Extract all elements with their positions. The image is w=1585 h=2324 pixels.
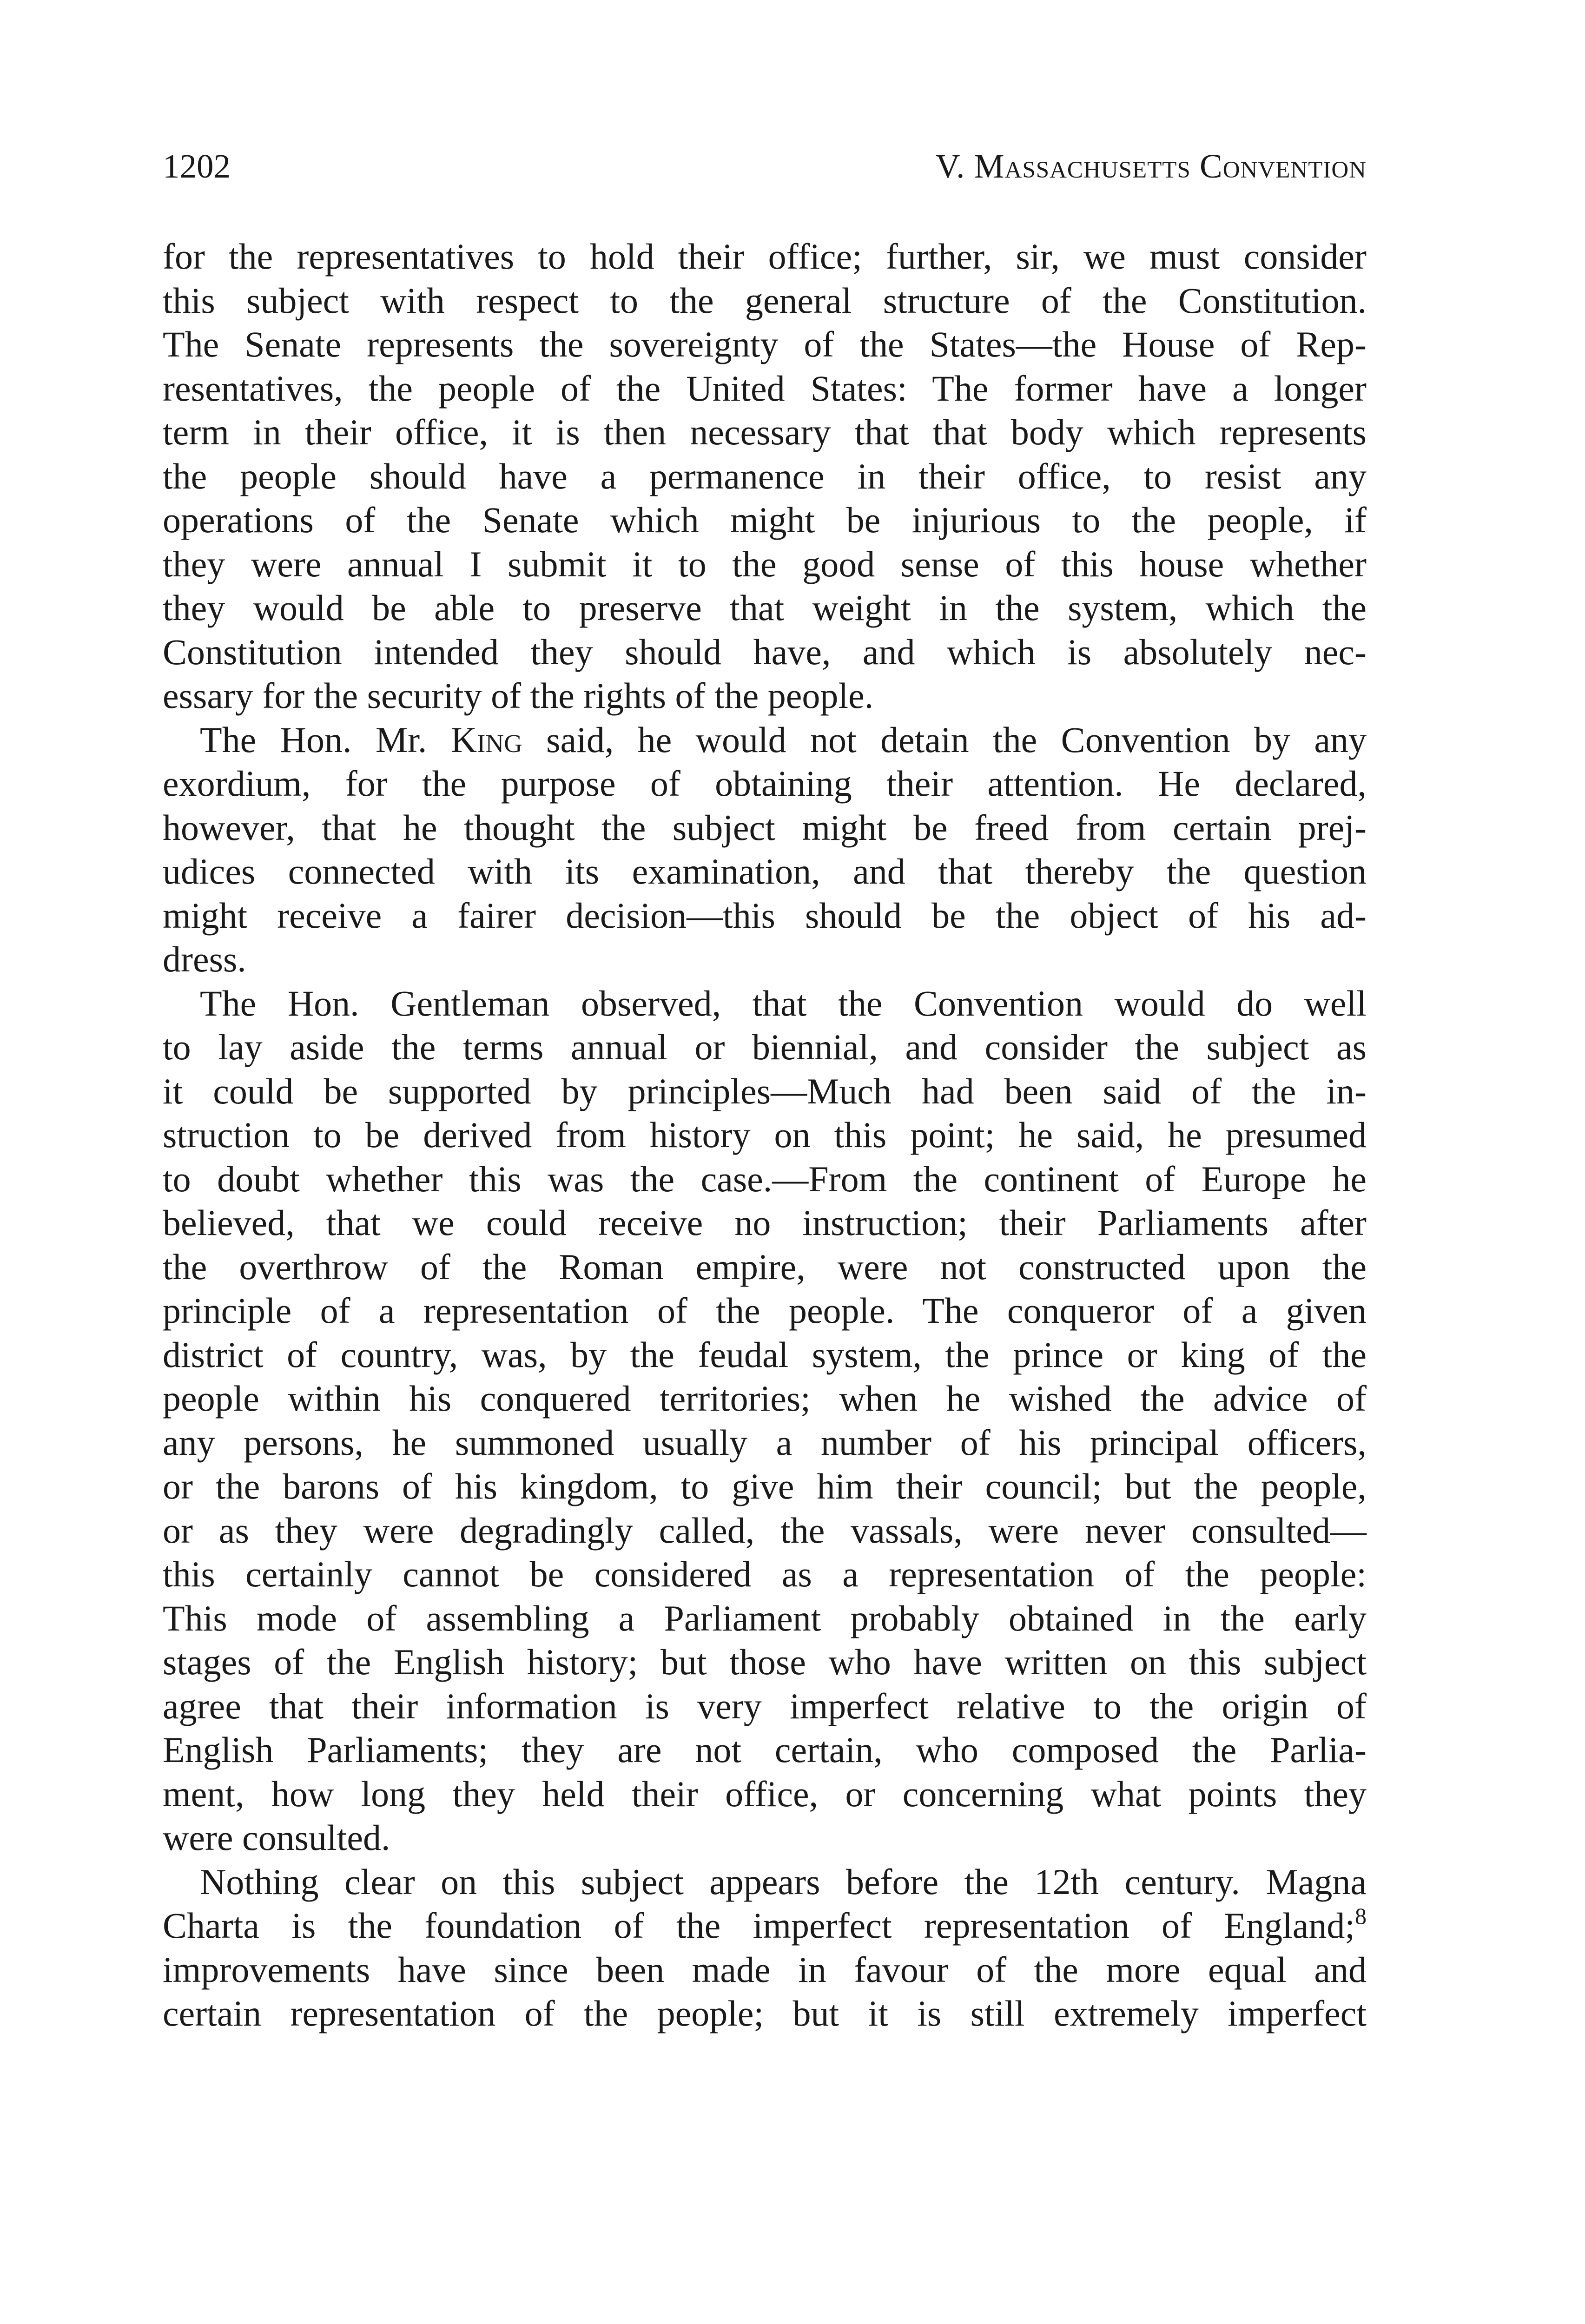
paragraph [163, 1860, 1367, 2036]
text-line: however, that he thought the subject might be freed from certain prej- [163, 807, 1367, 848]
text-line: or as they were degradingly called, the vassals, were never consulted— [163, 1510, 1367, 1551]
text-line: to doubt whether this was the case.—From the continent of Europe he [163, 1158, 1367, 1199]
speaker-line-rest: said, he would not detain the Convention by any [522, 719, 1367, 760]
text-line: district of country, was, by the feudal system, the prince or king of the [163, 1334, 1367, 1375]
speaker-prefix: The Hon. Mr. [200, 719, 451, 760]
text-line: resentatives, the people of the United States: The former have a longer [163, 368, 1367, 409]
text-line: stages of the English history; but those who have written on this subject [163, 1642, 1367, 1682]
paragraph [163, 982, 1367, 1860]
text-line: The Hon. Gentleman observed, that the Convention would do well [200, 983, 1367, 1023]
text-segment: Charta is the foundation of the imperfect representation of England; [163, 1905, 1355, 1946]
text-line: exordium, for the purpose of obtaining their attention. He declared, [163, 763, 1367, 804]
text-line: might receive a fairer decision—this should be the object of his ad- [163, 895, 1367, 936]
text-line: the people should have a permanence in their office, to resist any [163, 456, 1367, 496]
text-line: for the representatives to hold their office; further, sir, we must consider [163, 236, 1367, 277]
text-line: principle of a representation of the people. The conqueror of a given [163, 1290, 1367, 1331]
footnote-marker: 8 [1355, 1903, 1367, 1929]
paragraph [163, 718, 1367, 982]
text-line: any persons, he summoned usually a number of his principal officers, [163, 1422, 1367, 1463]
text-line: essary for the security of the rights of the people. [163, 675, 874, 716]
text-line: this subject with respect to the general structure of the Constitution. [163, 280, 1367, 321]
text-line [163, 1904, 1367, 1948]
text-line: operations of the Senate which might be injurious to the people, if [163, 500, 1367, 540]
text-line: ment, how long they held their office, or concerning what points they [163, 1773, 1367, 1814]
text-line: agree that their information is very imperfect relative to the origin of [163, 1685, 1367, 1726]
body-text [163, 235, 1367, 2036]
text-line: struction to be derived from history on this point; he said, he presumed [163, 1115, 1367, 1155]
text-line: improvements have since been made in favour of the more equal and [163, 1949, 1367, 1990]
text-line: certain representation of the people; but it is still extremely imperfect [163, 1993, 1367, 2034]
running-head [163, 148, 1367, 185]
text-line [163, 718, 1367, 762]
text-line: this certainly cannot be considered as a representation of the people: [163, 1554, 1367, 1594]
text-line: This mode of assembling a Parliament probably obtained in the early [163, 1598, 1367, 1638]
speaker-name: King [450, 719, 522, 760]
text-line: believed, that we could receive no instruction; their Parliaments after [163, 1202, 1367, 1243]
section-title: V. Massachusetts Convention [935, 147, 1367, 185]
text-line: The Senate represents the sovereignty of the States—the House of Rep- [163, 324, 1367, 364]
text-line: were consulted. [163, 1817, 390, 1858]
text-line: term in their office, it is then necessary that that body which represents [163, 412, 1367, 452]
text-line: they would be able to preserve that weight in the system, which the [163, 588, 1367, 628]
text-line: dress. [163, 939, 246, 979]
text-line: Nothing clear on this subject appears before the 12th century. Magna [200, 1861, 1367, 1902]
paragraph [163, 235, 1367, 718]
text-line: people within his conquered territories; when he wished the advice of [163, 1378, 1367, 1419]
text-line: the overthrow of the Roman empire, were not constructed upon the [163, 1246, 1367, 1287]
text-line: to lay aside the terms annual or biennial, and consider the subject as [163, 1027, 1367, 1067]
text-line: Constitution intended they should have, and which is absolutely nec- [163, 631, 1367, 672]
text-line: it could be supported by principles—Much had been said of the in- [163, 1070, 1367, 1111]
text-line: they were annual I submit it to the good sense of this house whether [163, 543, 1367, 584]
page-number: 1202 [163, 147, 231, 185]
text-line: or the barons of his kingdom, to give him their council; but the people, [163, 1466, 1367, 1506]
text-line: udices connected with its examination, and that thereby the question [163, 851, 1367, 891]
text-line: English Parliaments; they are not certain, who composed the Parlia- [163, 1730, 1367, 1770]
